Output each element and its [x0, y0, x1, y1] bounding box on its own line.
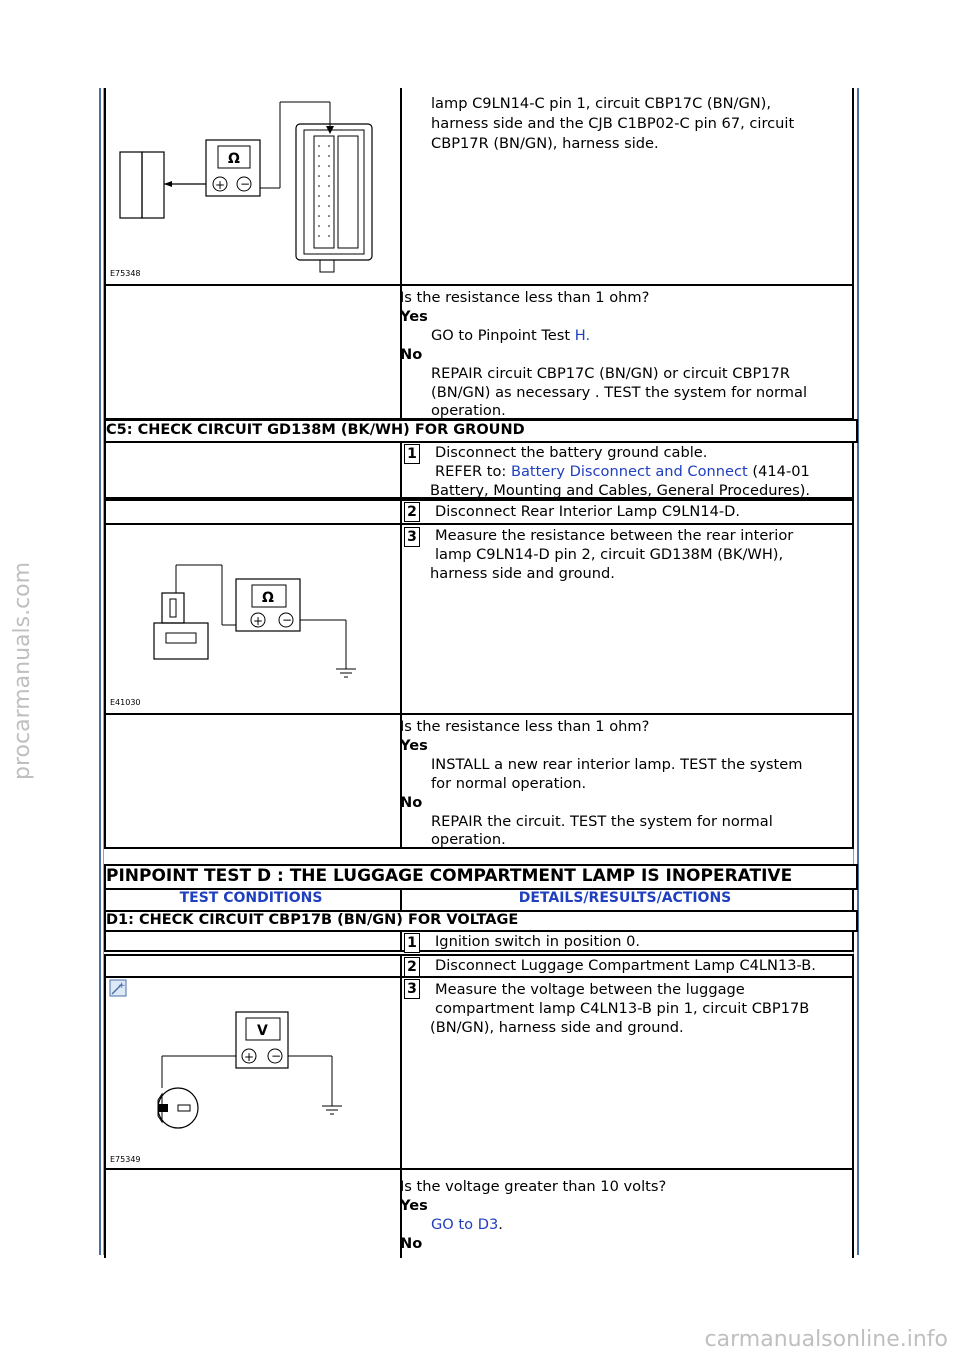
- right-border-line: [857, 88, 859, 1255]
- empty-cell-q1: [104, 284, 402, 420]
- go-to-d3-link[interactable]: GO to D3: [431, 1216, 499, 1233]
- diagram-e75348: [106, 88, 400, 284]
- empty-cell-q3: [104, 1168, 402, 1258]
- yes-text-q3: GO to D3.: [431, 1216, 503, 1233]
- d1-step3-line2: compartment lamp C4LN13-B pin 1, circuit CBP17B: [435, 1000, 810, 1017]
- left-border-line: [99, 88, 101, 1255]
- volt-symbol: V: [257, 1023, 268, 1039]
- empty-cell-q2: [104, 713, 402, 849]
- c5-step3-line1: Measure the resistance between the rear interior: [435, 527, 794, 544]
- no-text-q2-line2: operation.: [431, 831, 506, 848]
- svg-text:−: −: [282, 613, 293, 627]
- empty-cell-d1s1: [104, 930, 402, 952]
- figure-id-e75348: E75348: [110, 269, 141, 278]
- question-q3: Is the voltage greater than 10 volts?: [400, 1178, 667, 1195]
- ohm-symbol-1: Ω: [228, 151, 240, 167]
- no-text-q1-line3: operation.: [431, 402, 506, 419]
- svg-text:+: +: [118, 981, 126, 991]
- no-label-q1: No: [400, 346, 423, 363]
- side-watermark: procarmanuals.com: [10, 561, 35, 780]
- step-number-d1-3: 3: [404, 979, 420, 999]
- diagram-e75349: [106, 976, 400, 1168]
- measure-text-line3: CBP17R (BN/GN), harness side.: [431, 135, 659, 152]
- d1-step2-text: Disconnect Luggage Compartment Lamp C4LN13-B.: [435, 957, 816, 974]
- step-number-d1-2: 2: [404, 957, 420, 977]
- pinpoint-h-link[interactable]: H.: [574, 327, 591, 344]
- c5-step1-line2: REFER to: Battery Disconnect and Connect (414-01: [435, 463, 810, 480]
- d1-step3-line3: (BN/GN), harness side and ground.: [430, 1019, 684, 1036]
- d1-step1-text: Ignition switch in position 0.: [435, 933, 641, 950]
- figure-cell-e75349: [104, 976, 402, 1170]
- c5-step2-text: Disconnect Rear Interior Lamp C9LN14-D.: [435, 503, 741, 520]
- ohm-symbol-2: Ω: [262, 590, 274, 606]
- yes-label-q2: Yes: [400, 737, 428, 754]
- yes-label-q1: Yes: [400, 308, 428, 325]
- measure-text-line2: harness side and the CJB C1BP02-C pin 67, circuit: [431, 115, 795, 132]
- yes-label-q3: Yes: [400, 1197, 428, 1214]
- no-label-q2: No: [400, 794, 423, 811]
- step-number-c5-3: 3: [404, 527, 420, 547]
- pinpoint-title: PINPOINT TEST D : THE LUGGAGE COMPARTMENT LAMP IS INOPERATIVE: [106, 866, 793, 886]
- svg-text:+: +: [215, 178, 226, 192]
- d1-heading: D1: CHECK CIRCUIT CBP17B (BN/GN) FOR VOLTAGE: [106, 912, 519, 928]
- d1-step3-line1: Measure the voltage between the luggage: [435, 981, 745, 998]
- footer-watermark: carmanualsonline.info: [704, 1327, 948, 1352]
- no-text-q1-line2: (BN/GN) as necessary . TEST the system for normal: [431, 384, 807, 401]
- figure-id-e41030: E41030: [110, 698, 141, 707]
- column-header-test-conditions: TEST CONDITIONS: [179, 890, 323, 906]
- battery-disconnect-link[interactable]: Battery Disconnect and Connect: [510, 463, 748, 480]
- c5-heading: C5: CHECK CIRCUIT GD138M (BK/WH) FOR GROUND: [106, 422, 525, 438]
- yes-text-q1: GO to Pinpoint Test H.: [431, 327, 591, 344]
- empty-cell-c5s2: [104, 499, 402, 525]
- step-number-d1-1: 1: [404, 933, 420, 953]
- c5-step3-line2: lamp C9LN14-D pin 2, circuit GD138M (BK/WH),: [435, 546, 784, 563]
- svg-text:−: −: [240, 177, 251, 191]
- step-number-c5-1: 1: [404, 444, 420, 464]
- empty-cell-c5s1: [104, 441, 402, 499]
- measure-text-line1: lamp C9LN14-C pin 1, circuit CBP17C (BN/GN),: [431, 95, 772, 112]
- no-label-q3: No: [400, 1235, 423, 1252]
- c5-step1-line3: Battery, Mounting and Cables, General Procedures).: [430, 482, 811, 499]
- yes-text-q2-line1: INSTALL a new rear interior lamp. TEST the system: [431, 756, 803, 773]
- figure-cell-e41030: [104, 523, 402, 715]
- no-text-q1-line1: REPAIR circuit CBP17C (BN/GN) or circuit CBP17R: [431, 365, 790, 382]
- step-number-c5-2: 2: [404, 502, 420, 522]
- figure-cell-e75348: [104, 88, 402, 286]
- no-text-q2-line1: REPAIR the circuit. TEST the system for normal: [431, 813, 773, 830]
- figure-id-e75349: E75349: [110, 1155, 141, 1164]
- svg-text:+: +: [253, 614, 264, 628]
- empty-cell-d1s2: [104, 954, 402, 978]
- c5-step1-line1: Disconnect the battery ground cable.: [435, 444, 708, 461]
- svg-text:+: +: [244, 1050, 255, 1064]
- yes-text-q2-line2: for normal operation.: [431, 775, 587, 792]
- c5-step3-line3: harness side and ground.: [430, 565, 615, 582]
- svg-text:−: −: [271, 1049, 282, 1063]
- question-q1: Is the resistance less than 1 ohm?: [400, 289, 650, 306]
- column-header-details: DETAILS/RESULTS/ACTIONS: [518, 890, 732, 906]
- question-q2: Is the resistance less than 1 ohm?: [400, 718, 650, 735]
- diagram-e41030: [106, 523, 400, 713]
